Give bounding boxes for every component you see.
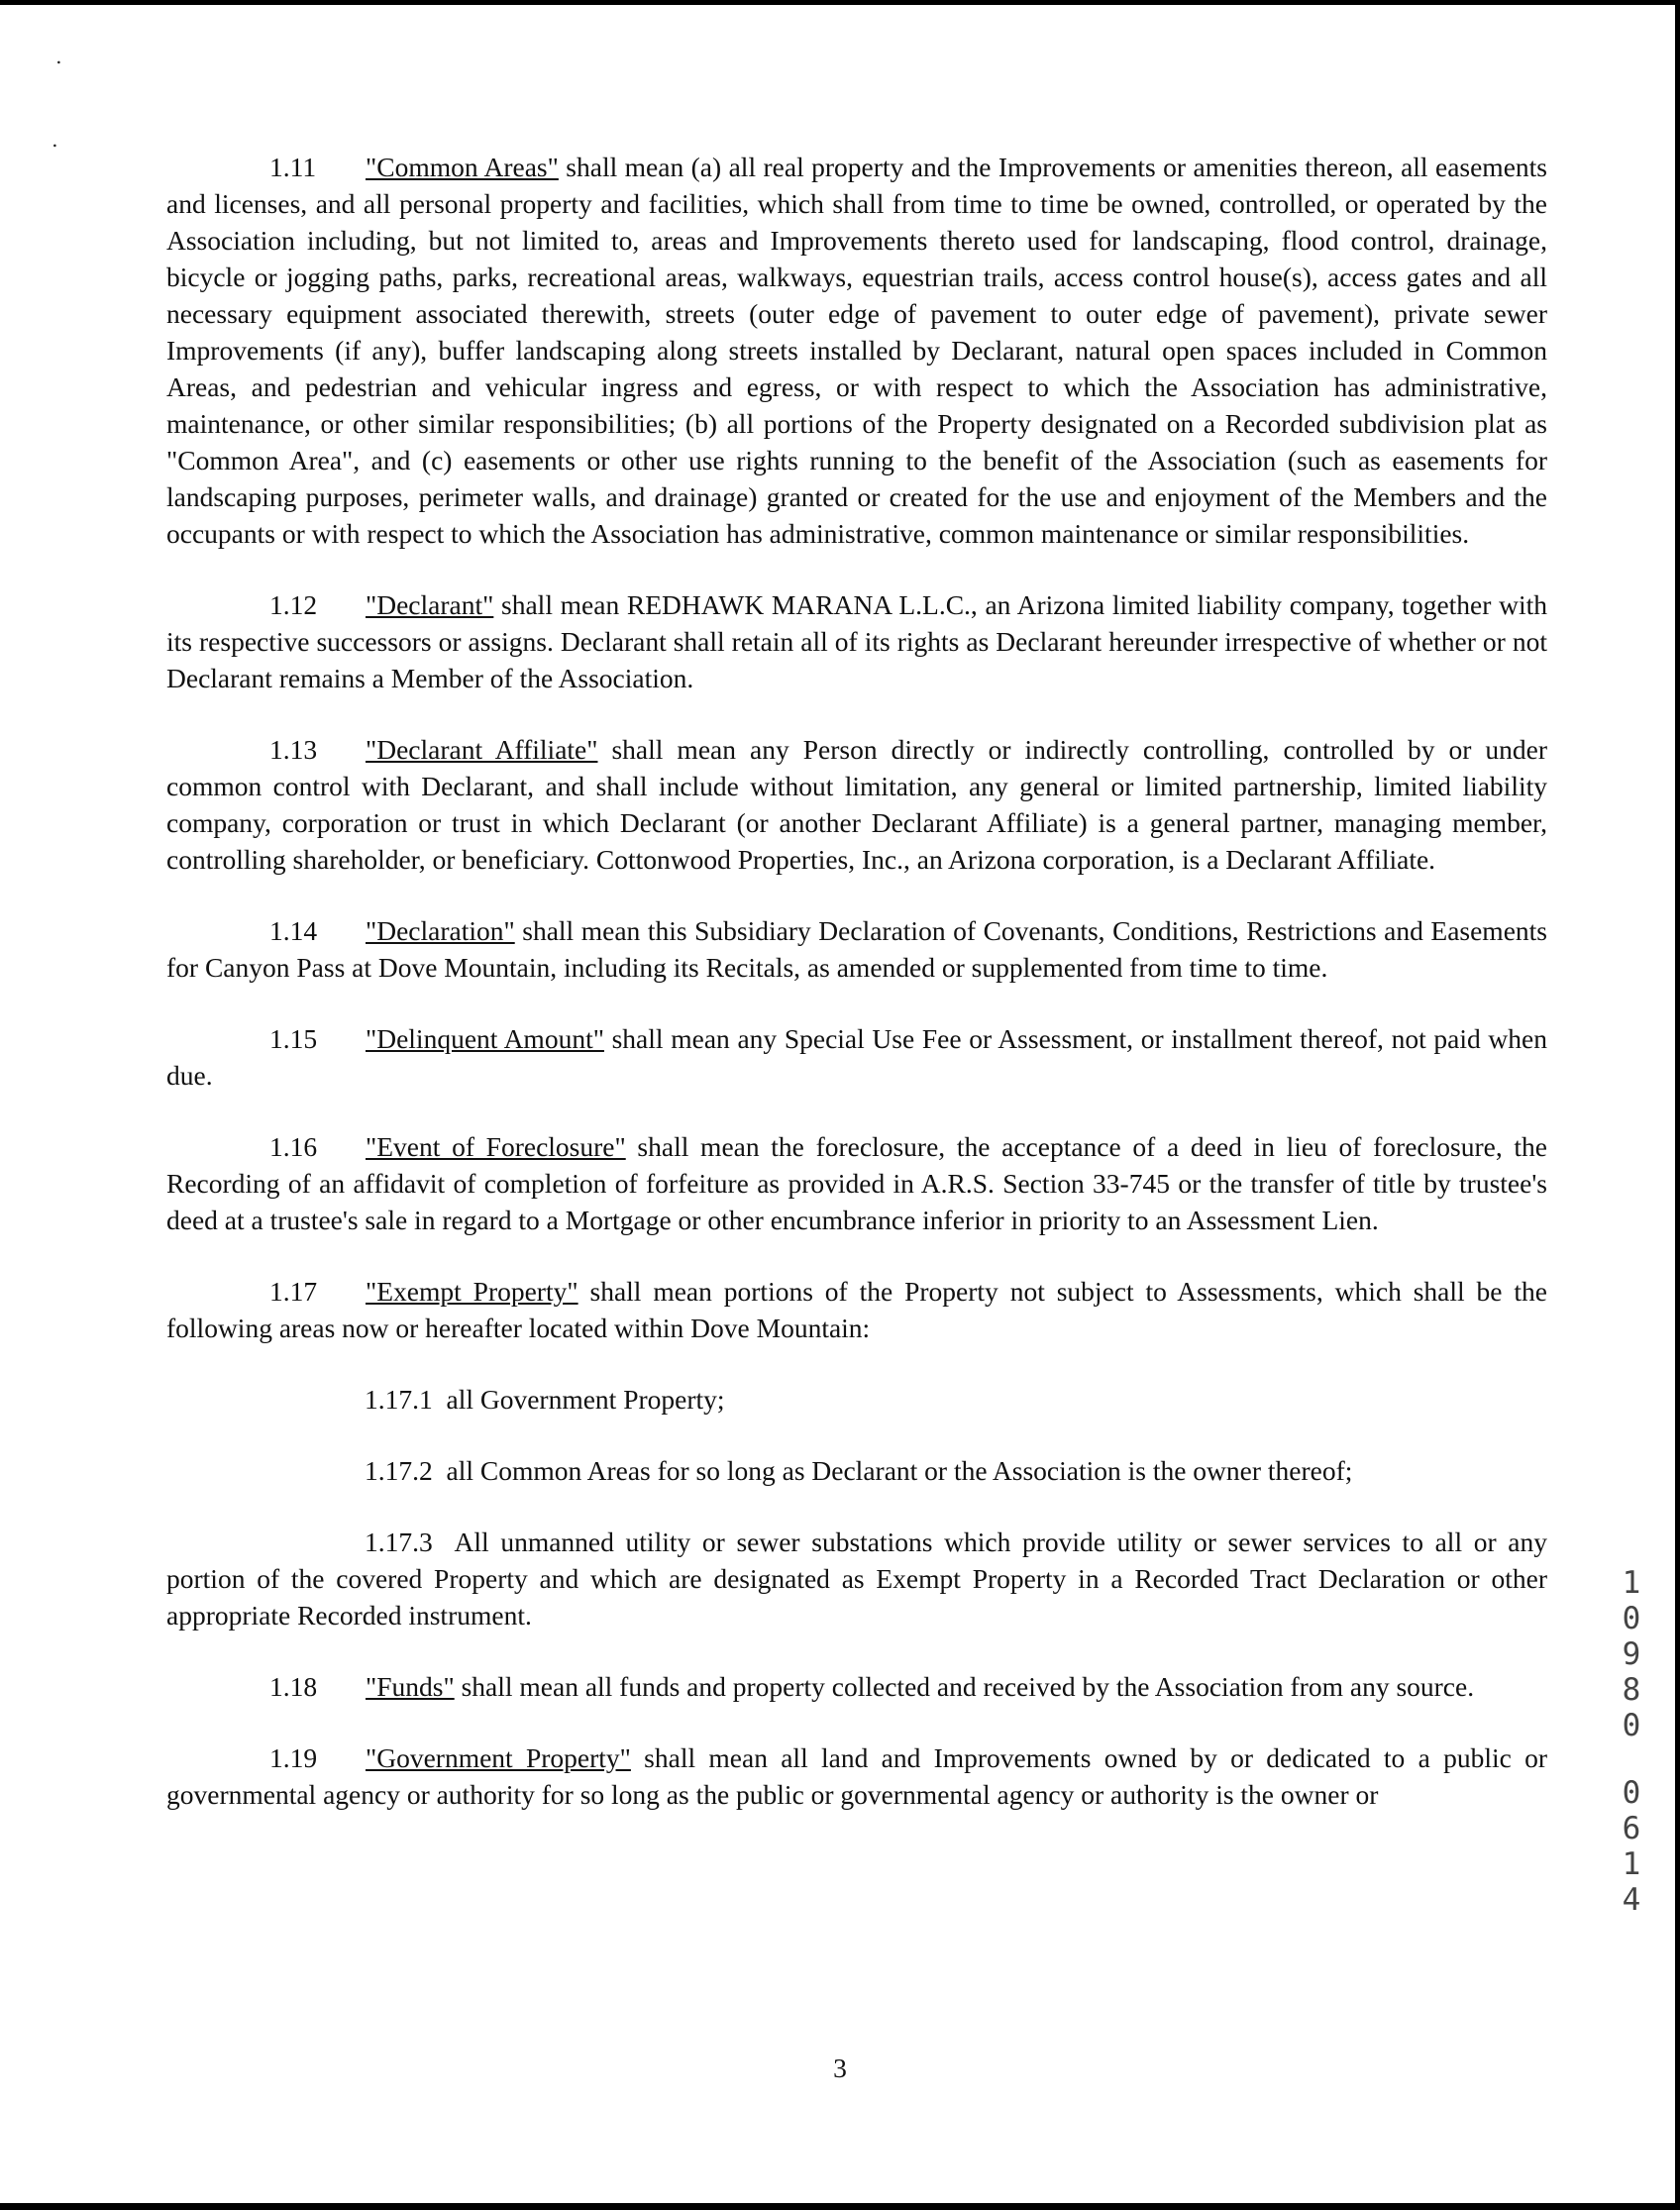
stamp-digit: 9 bbox=[1622, 1636, 1641, 1672]
scan-border-right bbox=[1675, 0, 1680, 2210]
section-number: 1.16 bbox=[269, 1131, 318, 1162]
document-body bbox=[166, 149, 1547, 1847]
section-text: shall mean (a) all real property and the Improvements or amenities thereon, all easements and licenses, and all personal property and facilities, which shall from time to time be owned, controlled, or operated by the Association including, but not limited to, areas and Improvements thereto used for landscaping, flood control, drainage, bicycle or jogging paths, parks, recreational areas, walkways, equestrian trails, access control house(s), access gates and all necessary equipment associated therewith, streets (outer edge of pavement to outer edge of pavement), private sewer Improvements (if any), buffer landscaping along streets installed by Declarant, natural open spaces included in Common Areas, and pedestrian and vehicular ingress and egress, or with respect to which the Association has administrative, maintenance, or other similar responsibilities; (b) all portions of the Property designated on a Recorded subdivision plat as "Common Area", and (c) easements or other use rights running to the benefit of the Association (such as easements for landscaping purposes, perimeter walls, and drainage) granted or created for the use and enjoyment of the Members and the occupants or with respect to which the Association has administrative, common maintenance or similar responsibilities. bbox=[166, 152, 1547, 549]
subsection-number: 1.17.3 bbox=[365, 1526, 433, 1557]
section-number: 1.12 bbox=[269, 589, 318, 620]
section-1-18 bbox=[166, 1668, 1547, 1705]
section-number: 1.17 bbox=[269, 1276, 318, 1307]
section-number: 1.11 bbox=[269, 152, 317, 182]
recording-stamp bbox=[1617, 1565, 1646, 1918]
stamp-digit: 1 bbox=[1622, 1846, 1641, 1882]
defined-term: "Declarant Affiliate" bbox=[366, 734, 598, 765]
stamp-digit: 8 bbox=[1622, 1672, 1641, 1708]
stamp-digit: 6 bbox=[1622, 1811, 1641, 1846]
defined-term: "Declaration" bbox=[366, 915, 515, 946]
scan-border-top bbox=[0, 0, 1680, 5]
section-1-19 bbox=[166, 1739, 1547, 1813]
section-number: 1.18 bbox=[269, 1671, 318, 1702]
section-number: 1.15 bbox=[269, 1023, 318, 1054]
defined-term: "Common Areas" bbox=[366, 152, 559, 182]
scan-speck: ․ bbox=[52, 130, 58, 152]
page-number: 3 bbox=[833, 2052, 847, 2083]
section-1-13 bbox=[166, 731, 1547, 878]
defined-term: "Delinquent Amount" bbox=[366, 1023, 604, 1054]
section-1-16 bbox=[166, 1128, 1547, 1238]
section-1-17 bbox=[166, 1273, 1547, 1346]
section-text: shall mean this Subsidiary Declaration of Covenants, Conditions, Restrictions and Easements for Canyon Pass at Dove Mountain, including its Recitals, as amended or supplemented from time to time. bbox=[166, 915, 1547, 983]
stamp-gap bbox=[1617, 1743, 1646, 1775]
scan-speck: ․ bbox=[55, 47, 62, 68]
defined-term: "Declarant" bbox=[366, 589, 494, 620]
section-1-12 bbox=[166, 586, 1547, 696]
subsection-text: All unmanned utility or sewer substations which provide utility or sewer services to all or any portion of the covered Property and which are designated as Exempt Property in a Recorded Tract Declaration or other appropriate Recorded instrument. bbox=[166, 1526, 1547, 1631]
stamp-digit: 0 bbox=[1622, 1601, 1641, 1636]
stamp-digit: 0 bbox=[1622, 1708, 1641, 1743]
stamp-digit: 1 bbox=[1622, 1565, 1641, 1601]
subsection-number: 1.17.2 bbox=[365, 1455, 433, 1486]
subsection-text: all Common Areas for so long as Declarant or the Association is the owner thereof; bbox=[446, 1455, 1353, 1486]
section-text: shall mean the foreclosure, the acceptance of a deed in lieu of foreclosure, the Recording of an affidavit of completion of forfeiture as provided in A.R.S. Section 33-745 or the transfer of title by trustee's deed at a trustee's sale in regard to a Mortgage or other encumbrance inferior in priority to an Assessment Lien. bbox=[166, 1131, 1547, 1235]
subsection-1-17-1 bbox=[166, 1381, 1547, 1418]
subsection-number: 1.17.1 bbox=[365, 1384, 433, 1415]
section-text: shall mean all land and Improvements owned by or dedicated to a public or governmental agency or authority for so long as the public or governmental agency or authority is the owner or bbox=[166, 1742, 1547, 1810]
section-text: shall mean portions of the Property not subject to Assessments, which shall be the following areas now or hereafter located within Dove Mountain: bbox=[166, 1276, 1547, 1343]
scan-border-bottom bbox=[0, 2203, 1680, 2210]
section-number: 1.14 bbox=[269, 915, 318, 946]
section-1-11 bbox=[166, 149, 1547, 552]
defined-term: "Exempt Property" bbox=[366, 1276, 578, 1307]
section-1-15 bbox=[166, 1020, 1547, 1094]
section-text: shall mean any Special Use Fee or Assessment, or installment thereof, not paid when due. bbox=[166, 1023, 1547, 1091]
stamp-digit: 0 bbox=[1622, 1775, 1641, 1811]
section-number: 1.13 bbox=[269, 734, 318, 765]
section-text: shall mean all funds and property collected and received by the Association from any source. bbox=[454, 1671, 1475, 1702]
section-text: shall mean any Person directly or indirectly controlling, controlled by or under common control with Declarant, and shall include without limitation, any general or limited partnership, limited liability company, corporation or trust in which Declarant (or another Declarant Affiliate) is a general partner, managing member, controlling shareholder, or beneficiary. Cottonwood Properties, Inc., an Arizona corporation, is a Declarant Affiliate. bbox=[166, 734, 1547, 875]
subsection-text: all Government Property; bbox=[446, 1384, 725, 1415]
subsection-1-17-2 bbox=[166, 1452, 1547, 1489]
stamp-digit: 4 bbox=[1622, 1882, 1641, 1918]
subsection-1-17-3 bbox=[166, 1524, 1547, 1633]
section-text: shall mean REDHAWK MARANA L.L.C., an Arizona limited liability company, together with its respective successors or assigns. Declarant shall retain all of its rights as Declarant hereunder irrespective of whether or not Declarant remains a Member of the Association. bbox=[166, 589, 1547, 693]
section-number: 1.19 bbox=[269, 1742, 318, 1773]
defined-term: "Government Property" bbox=[366, 1742, 631, 1773]
defined-term: "Funds" bbox=[366, 1671, 455, 1702]
defined-term: "Event of Foreclosure" bbox=[366, 1131, 626, 1162]
section-1-14 bbox=[166, 912, 1547, 986]
